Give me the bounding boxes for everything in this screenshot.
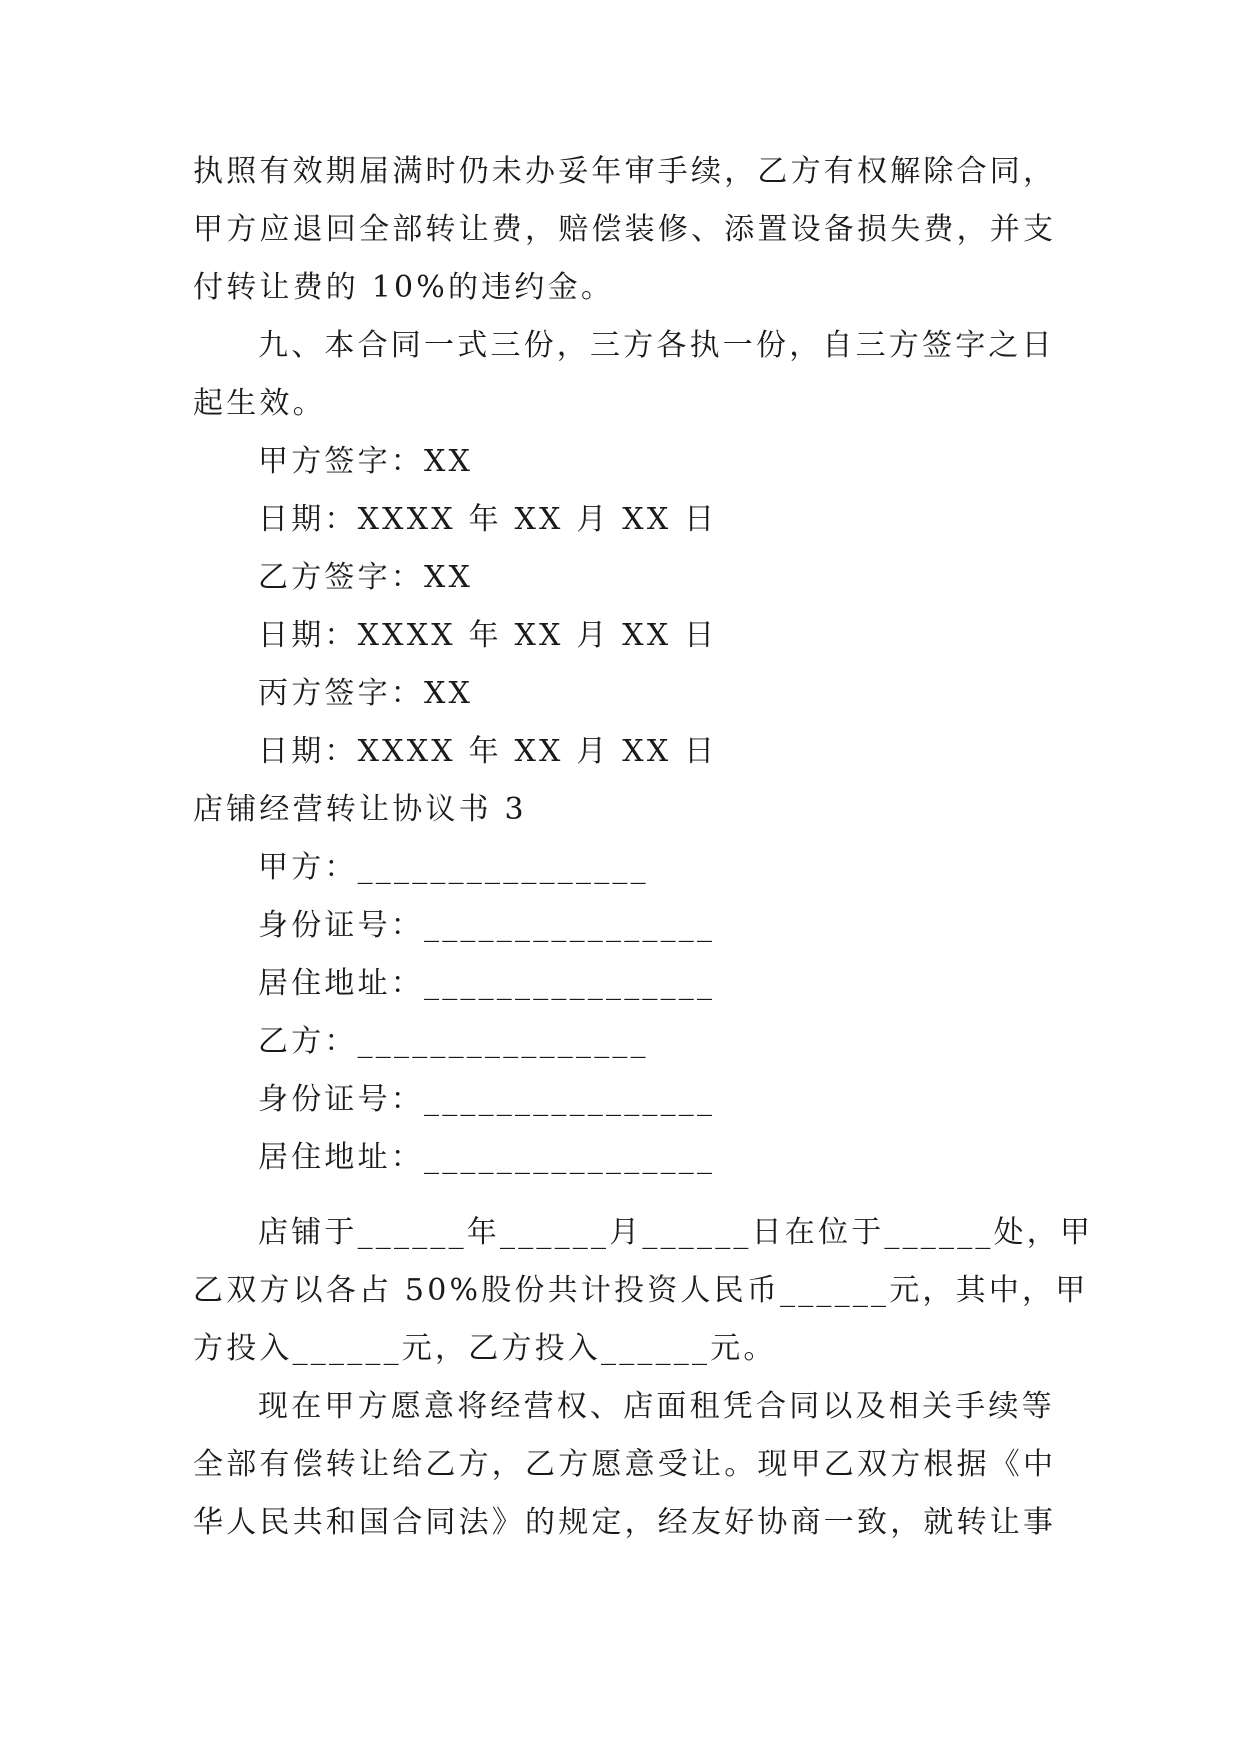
paragraph-line: 方投入______元，乙方投入______元。 — [193, 1331, 777, 1366]
party-b-address-field: 居住地址：________________ — [258, 1140, 716, 1175]
paragraph-line: 执照有效期届满时仍未办妥年审手续，乙方有权解除合同， — [193, 154, 1057, 189]
signature-party-b: 乙方签字：XX — [258, 560, 474, 595]
paragraph-line: 乙双方以各占 50%股份共计投资人民币______元，其中，甲 — [193, 1273, 1089, 1308]
paragraph-line: 起生效。 — [193, 386, 326, 421]
paragraph-line: 九、本合同一式三份，三方各执一份，自三方签字之日 — [258, 328, 1055, 363]
signature-party-c: 丙方签字：XX — [258, 676, 474, 711]
party-b-field: 乙方：________________ — [258, 1024, 649, 1059]
paragraph-line: 现在甲方愿意将经营权、店面租凭合同以及相关手续等 — [258, 1389, 1055, 1424]
party-a-address-field: 居住地址：________________ — [258, 966, 716, 1001]
paragraph-line: 店铺于______年______月______日在位于______处，甲 — [258, 1215, 1094, 1250]
signature-date-a: 日期：XXXX 年 XX 月 XX 日 — [258, 502, 718, 537]
paragraph-line: 全部有偿转让给乙方，乙方愿意受让。现甲乙双方根据《中 — [193, 1447, 1057, 1482]
party-b-id-field: 身份证号：________________ — [258, 1082, 716, 1117]
party-a-id-field: 身份证号：________________ — [258, 908, 716, 943]
section-title: 店铺经营转让协议书 3 — [193, 792, 527, 827]
paragraph-line: 甲方应退回全部转让费，赔偿装修、添置设备损失费，并支 — [193, 212, 1057, 247]
signature-party-a: 甲方签字：XX — [258, 444, 474, 479]
party-a-field: 甲方：________________ — [258, 850, 649, 885]
paragraph-line: 华人民共和国合同法》的规定，经友好协商一致，就转让事 — [193, 1505, 1057, 1540]
paragraph-line: 付转让费的 10%的违约金。 — [193, 270, 615, 305]
signature-date-b: 日期：XXXX 年 XX 月 XX 日 — [258, 618, 718, 653]
signature-date-c: 日期：XXXX 年 XX 月 XX 日 — [258, 734, 718, 769]
